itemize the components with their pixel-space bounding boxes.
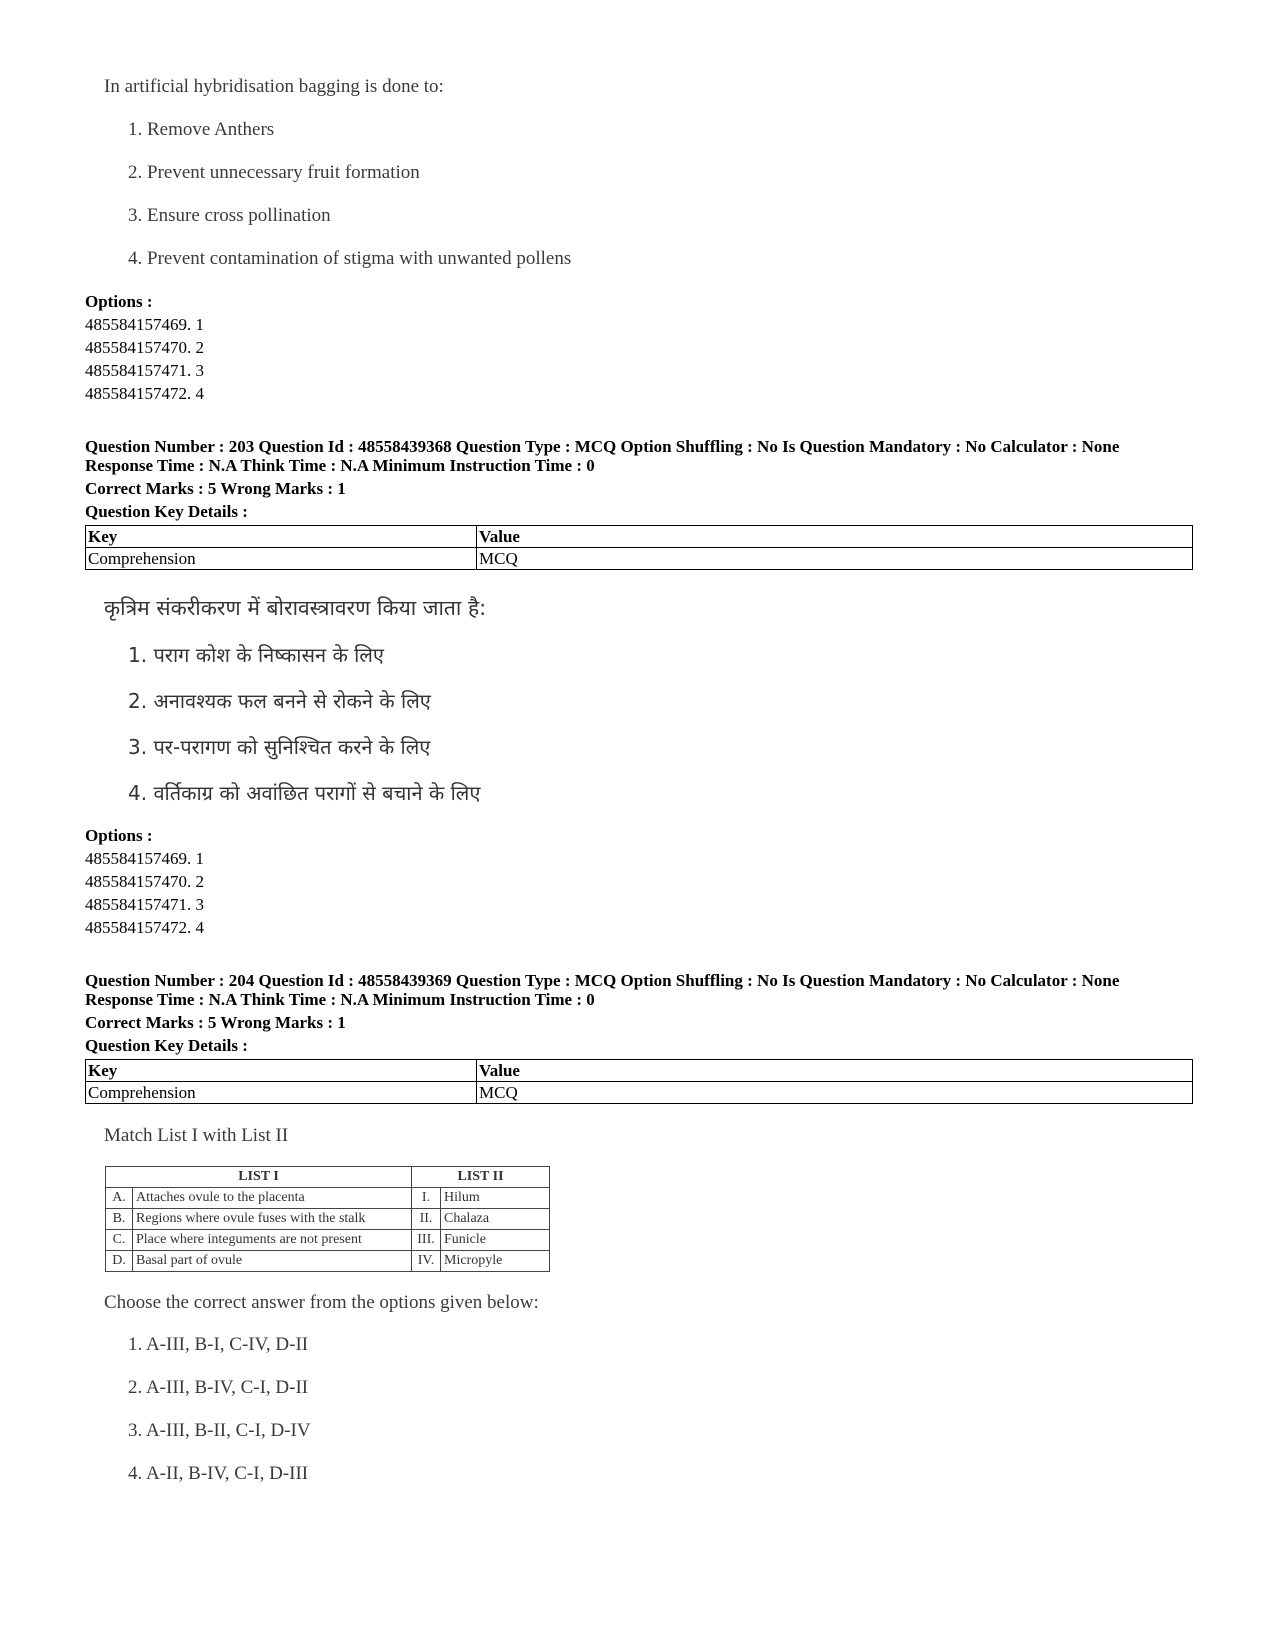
question-stem-hindi: कृत्रिम संकरीकरण में बोरावस्त्रावरण किया जाता है: <box>104 596 487 620</box>
question-choice: 2. A-III, B-IV, C-I, D-II <box>128 1377 309 1398</box>
list2-text: Chalaza <box>441 1209 550 1230</box>
table-row <box>106 1230 550 1251</box>
option-item: 485584157469. 1 <box>85 315 204 334</box>
key-details-table <box>85 525 1193 570</box>
list2-header: LIST II <box>412 1167 550 1188</box>
table-cell: MCQ <box>477 548 1193 570</box>
table-header: Value <box>477 526 1193 548</box>
option-item: 485584157471. 3 <box>85 361 204 380</box>
question-meta: Question Number : 203 Question Id : 48558439368 Question Type : MCQ Option Shuffling : No Is Question Mandatory : No Calculator : None <box>85 437 1120 456</box>
list1-letter: B. <box>106 1209 133 1230</box>
table-row <box>106 1209 550 1230</box>
list1-letter: C. <box>106 1230 133 1251</box>
list1-header: LIST I <box>106 1167 412 1188</box>
question-choice: 2. Prevent unnecessary fruit formation <box>128 162 420 183</box>
option-item: 485584157469. 1 <box>85 849 204 868</box>
table-header: Key <box>86 1060 477 1082</box>
question-choice: 1. Remove Anthers <box>128 119 275 140</box>
table-header: Value <box>477 1060 1193 1082</box>
question-instruction: Choose the correct answer from the options given below: <box>104 1292 539 1313</box>
table-row <box>106 1251 550 1272</box>
table-cell: MCQ <box>477 1082 1193 1104</box>
question-stem: In artificial hybridisation bagging is done to: <box>104 76 444 97</box>
question-choice-hindi: 3. पर-परागण को सुनिश्चित करने के लिए <box>128 735 431 759</box>
list1-letter: D. <box>106 1251 133 1272</box>
question-choice-hindi: 4. वर्तिकाग्र को अवांछित परागों से बचाने के लिए <box>128 781 481 805</box>
list2-numeral: I. <box>412 1188 441 1209</box>
question-meta: Question Number : 204 Question Id : 48558439369 Question Type : MCQ Option Shuffling : No Is Question Mandatory : No Calculator : None <box>85 971 1120 990</box>
list1-letter: A. <box>106 1188 133 1209</box>
match-list-table <box>105 1166 550 1272</box>
list2-numeral: II. <box>412 1209 441 1230</box>
question-stem: Match List I with List II <box>104 1125 289 1146</box>
question-choice-hindi: 2. अनावश्यक फल बनने से रोकने के लिए <box>128 689 431 713</box>
key-details-label: Question Key Details : <box>85 502 248 521</box>
question-marks: Correct Marks : 5 Wrong Marks : 1 <box>85 1013 346 1032</box>
table-cell: Comprehension <box>86 548 477 570</box>
option-item: 485584157472. 4 <box>85 384 204 403</box>
question-meta: Response Time : N.A Think Time : N.A Minimum Instruction Time : 0 <box>85 456 595 475</box>
list2-text: Micropyle <box>441 1251 550 1272</box>
option-item: 485584157470. 2 <box>85 338 204 357</box>
question-choice: 3. Ensure cross pollination <box>128 205 331 226</box>
list2-numeral: IV. <box>412 1251 441 1272</box>
question-meta: Response Time : N.A Think Time : N.A Minimum Instruction Time : 0 <box>85 990 595 1009</box>
table-header: Key <box>86 526 477 548</box>
list2-numeral: III. <box>412 1230 441 1251</box>
list2-text: Hilum <box>441 1188 550 1209</box>
key-details-table <box>85 1059 1193 1104</box>
question-choice: 3. A-III, B-II, C-I, D-IV <box>128 1420 311 1441</box>
option-item: 485584157472. 4 <box>85 918 204 937</box>
option-item: 485584157471. 3 <box>85 895 204 914</box>
question-marks: Correct Marks : 5 Wrong Marks : 1 <box>85 479 346 498</box>
table-row <box>106 1188 550 1209</box>
question-choice: 1. A-III, B-I, C-IV, D-II <box>128 1334 309 1355</box>
list1-text: Regions where ovule fuses with the stalk <box>133 1209 412 1230</box>
list1-text: Attaches ovule to the placenta <box>133 1188 412 1209</box>
options-label: Options : <box>85 826 153 845</box>
option-item: 485584157470. 2 <box>85 872 204 891</box>
options-label: Options : <box>85 292 153 311</box>
key-details-label: Question Key Details : <box>85 1036 248 1055</box>
question-choice: 4. A-II, B-IV, C-I, D-III <box>128 1463 309 1484</box>
question-choice: 4. Prevent contamination of stigma with unwanted pollens <box>128 248 572 269</box>
list1-text: Basal part of ovule <box>133 1251 412 1272</box>
question-choice-hindi: 1. पराग कोश के निष्कासन के लिए <box>128 643 384 667</box>
list1-text: Place where integuments are not present <box>133 1230 412 1251</box>
list2-text: Funicle <box>441 1230 550 1251</box>
table-cell: Comprehension <box>86 1082 477 1104</box>
